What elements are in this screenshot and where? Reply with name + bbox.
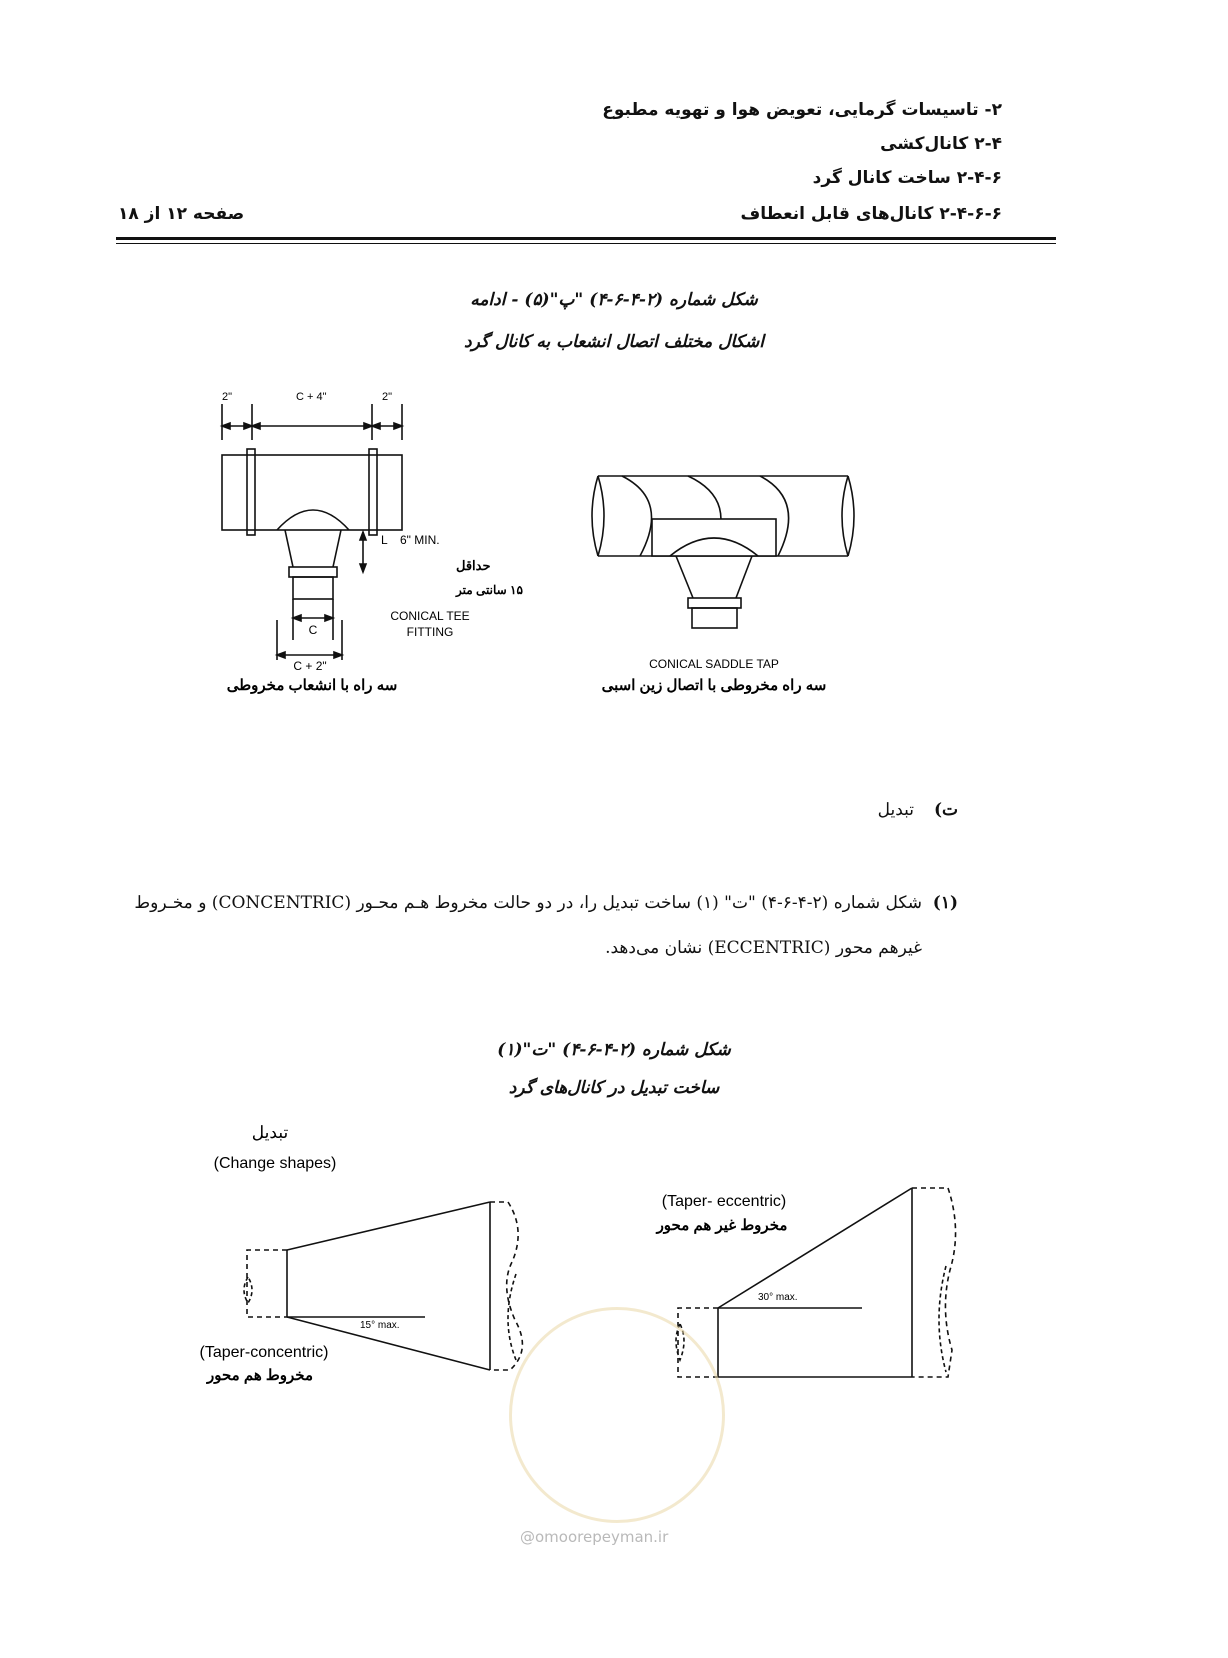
concentric-type-fa: مخروط هم محور bbox=[206, 1367, 314, 1384]
fitting-label-1: CONICAL TEE bbox=[390, 609, 470, 623]
saddle-tap-drawing bbox=[592, 476, 854, 628]
page-number: صفحه ۱۲ از ۱۸ bbox=[118, 204, 245, 224]
figure2-caption: شکل شماره (۲-۴-۶-۴) "ت"(۱) bbox=[497, 1040, 731, 1060]
dim-c: C bbox=[308, 623, 318, 637]
eccentric-angle: 30° max. bbox=[758, 1292, 798, 1303]
header-line-2: ۲-۴ کانال‌کشی bbox=[880, 134, 1002, 154]
header-line-3: ۲-۴-۶ ساخت کانال گرد bbox=[812, 168, 1002, 188]
figure1-drawing bbox=[0, 0, 1228, 720]
dim-middle: C + 4" bbox=[296, 391, 327, 403]
header-line-4: ۲-۴-۶-۶ کانال‌های قابل انعطاف bbox=[740, 204, 1002, 224]
tee-label-fa: سه راه با انشعاب مخروطی bbox=[226, 677, 398, 694]
dim-c-plus-2: C + 2" bbox=[293, 659, 327, 673]
eccentric-type-fa: مخروط غیر هم محور bbox=[656, 1217, 788, 1234]
watermark-url: @omoorepeyman.ir bbox=[520, 1528, 669, 1546]
saddle-label-fa: سه راه مخروطی با اتصال زین اسبی bbox=[601, 677, 827, 694]
l1-label: L bbox=[381, 533, 388, 547]
section-title: تبدیل bbox=[877, 800, 914, 820]
paragraph-line-2: غیرهم محور (ECCENTRIC) نشان می‌دهد. bbox=[605, 938, 922, 958]
dim-left: 2" bbox=[222, 391, 233, 403]
section-marker: ت) bbox=[933, 800, 958, 820]
figure1-subcaption: اشکال مختلف اتصال انشعاب به کانال گرد bbox=[464, 332, 764, 352]
change-shapes-fa: تبدیل bbox=[251, 1123, 289, 1142]
fitting-label-2: FITTING bbox=[406, 625, 454, 639]
l1-value: 6" MIN. bbox=[400, 533, 440, 547]
paragraph-line-1: شکل شماره (۲-۴-۶-۴) "ت" (۱) ساخت تبدیل را، در دو حالت مخروط هـم محـور (CONCENTRIC) و مخـروط bbox=[134, 893, 922, 913]
header-line-1: ۲- تاسیسات گرمایی، تعویض هوا و تهویه مطبوع bbox=[602, 100, 1002, 120]
min-fa: حداقل bbox=[456, 558, 491, 573]
item-number: (۱) bbox=[932, 893, 958, 913]
eccentric-type-en: (Taper- eccentric) bbox=[661, 1193, 787, 1210]
concentric-type-en: (Taper-concentric) bbox=[199, 1344, 329, 1361]
saddle-label-en: CONICAL SADDLE TAP bbox=[649, 657, 779, 671]
concentric-angle: 15° max. bbox=[360, 1320, 400, 1331]
watermark-seal bbox=[509, 1307, 725, 1523]
figure1-caption: شکل شماره (۲-۴-۶-۴) "پ"(۵) - ادامه bbox=[470, 290, 758, 310]
change-shapes-en: (Change shapes) bbox=[213, 1155, 337, 1172]
conical-tee-drawing bbox=[222, 404, 402, 660]
min-cm: ۱۵ سانتی متر bbox=[456, 583, 523, 597]
dim-right: 2" bbox=[382, 391, 393, 403]
figure2-subcaption: ساخت تبدیل در کانال‌های گرد bbox=[508, 1078, 720, 1098]
